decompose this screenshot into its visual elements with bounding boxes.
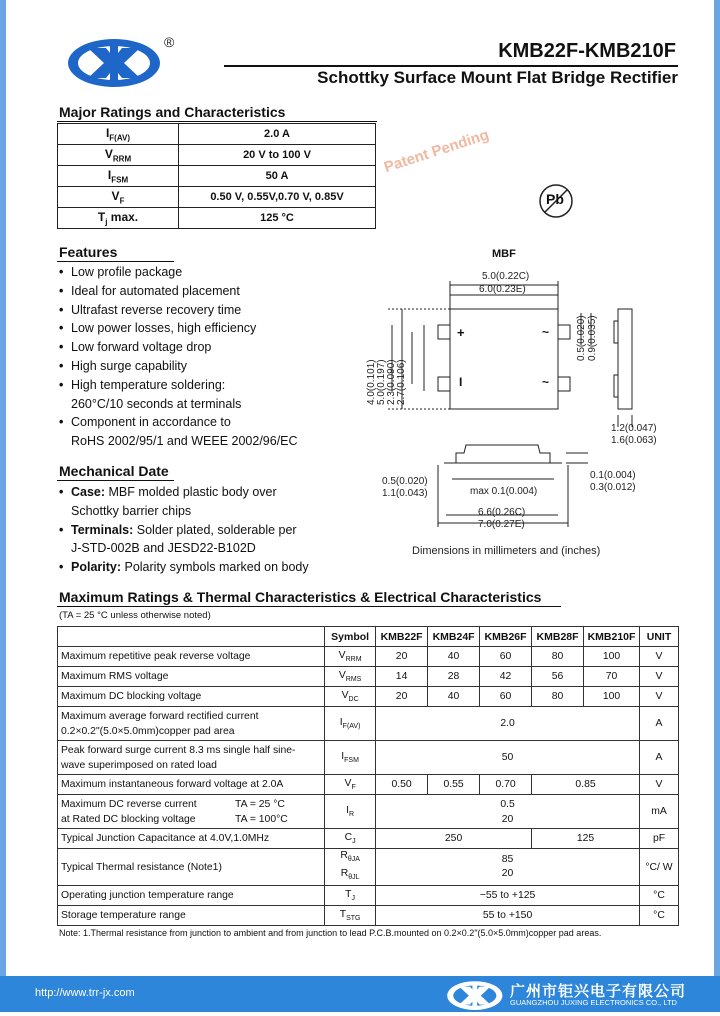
pin-ac-2: ~ <box>542 375 550 389</box>
table-row <box>58 886 679 906</box>
pb-label: Pb <box>546 191 564 207</box>
value-vrrm: 100 <box>584 647 640 667</box>
major-value: 125 °C <box>179 208 376 229</box>
diagram-caption: Dimensions in millimeters and (inches) <box>412 545 601 557</box>
part-number: KMB22F-KMB210F <box>498 40 676 62</box>
value-vrrm: 40 <box>428 647 480 667</box>
value-vrms: 70 <box>584 667 640 687</box>
value-vrrm: 20 <box>376 647 428 667</box>
package-outline-diagram <box>366 265 668 565</box>
mechanical-item: J-STD-002B and JESD22-B102D <box>71 541 256 556</box>
symbol-cell: $V_{RRM}$ <box>325 647 376 667</box>
param-ifav: Maximum average forward rectified current 0.2×0.2"(5.0×5.0mm)copper pad area <box>58 707 325 741</box>
footer-company-cn: 广州市钜兴电子有限公司 <box>510 983 687 1000</box>
value-vf: 0.70 <box>480 775 532 795</box>
header-cell: KMB210F <box>584 627 640 647</box>
param-ifsm: Peak forward surge current 8.3 ms single half sine- wave superimposed on rated load <box>58 741 325 775</box>
ratings-table <box>57 626 679 926</box>
major-value: 50 A <box>179 166 376 187</box>
features-list <box>59 263 298 451</box>
param-vrms: Maximum RMS voltage <box>58 667 325 687</box>
value-rth: 85 20 <box>376 849 640 886</box>
dim-side2: 1.6(0.063) <box>611 435 657 446</box>
table-row <box>58 627 679 647</box>
symbol-cell: $V_{RMS}$ <box>325 667 376 687</box>
feature-item: • High surge capability <box>59 357 298 376</box>
param-ir: Maximum DC reverse current TA = 25 °C at Rated DC blocking voltage TA = 100°C <box>58 795 325 829</box>
company-logo <box>66 36 166 93</box>
footer-logo <box>446 979 506 1016</box>
mechanical-item: • Terminals: Solder plated, solderable per <box>59 521 309 540</box>
unit-vf: V <box>640 775 679 795</box>
major-symbol: $I_{FSM}$ <box>58 166 179 187</box>
major-value: 20 V to 100 V <box>179 145 376 166</box>
table-row <box>58 906 679 926</box>
page-frame-right <box>714 0 720 1012</box>
value-vdc: 60 <box>480 687 532 707</box>
value-cj: 250 <box>376 829 532 849</box>
header-cell: Symbol <box>325 627 376 647</box>
pin-ac-1: ~ <box>542 325 550 339</box>
feature-item: • Component in accordance to <box>59 413 298 432</box>
major-symbol: $T_j$ max. <box>58 208 179 229</box>
symbol-cell: $I_{F(AV)}$ <box>325 707 376 741</box>
dim-left1: 4.0(0.101) <box>366 359 377 405</box>
value-ifav: 2.0 <box>376 707 640 741</box>
value-vrms: 14 <box>376 667 428 687</box>
param-cj: Typical Junction Capacitance at 4.0V,1.0MHz <box>58 829 325 849</box>
major-value: 0.50 V, 0.55V,0.70 V, 0.85V <box>179 187 376 208</box>
param-tj: Operating junction temperature range <box>58 886 325 906</box>
major-row <box>58 145 376 166</box>
unit-tstg: °C <box>640 906 679 926</box>
header-rule <box>224 65 678 67</box>
mechanical-title: Mechanical Date <box>59 463 169 479</box>
unit-vrms: V <box>640 667 679 687</box>
value-ifsm: 50 <box>376 741 640 775</box>
symbol-cell: $V_F$ <box>325 775 376 795</box>
header-cell: KMB24F <box>428 627 480 647</box>
unit-tj: °C <box>640 886 679 906</box>
table-row <box>58 647 679 667</box>
page-frame-left <box>0 0 6 1012</box>
dim-right1: 0.5(0.020) <box>576 315 587 361</box>
major-title-rule <box>57 121 377 122</box>
value-vdc: 100 <box>584 687 640 707</box>
lead-free-icon <box>537 182 575 225</box>
feature-item: • Ultrafast reverse recovery time <box>59 301 298 320</box>
dim-lead1: 0.5(0.020) <box>382 476 428 487</box>
unit-rth: °C/ W <box>640 849 679 886</box>
symbol-cell: $V_{DC}$ <box>325 687 376 707</box>
registered-mark: ® <box>164 34 175 50</box>
dim-top2: 6.0(0.23E) <box>479 284 526 295</box>
dim-bot1: 6.6(0.26C) <box>478 507 526 518</box>
maxratings-rule <box>57 606 561 607</box>
value-vf: 0.85 <box>532 775 640 795</box>
major-ratings-table <box>57 123 376 229</box>
table-row <box>58 775 679 795</box>
maxratings-title: Maximum Ratings & Thermal Characteristics & Electrical Characteristics <box>59 589 542 605</box>
mechanical-item: Schottky barrier chips <box>71 503 192 518</box>
symbol-cell: $C_J$ <box>325 829 376 849</box>
symbol-cell: $T_J$ <box>325 886 376 906</box>
symbol-cell: $I_R$ <box>325 795 376 829</box>
dim-r2: 0.3(0.012) <box>590 482 636 493</box>
patent-watermark: Patent Pending <box>382 126 492 177</box>
feature-item: • Ideal for automated placement <box>59 282 298 301</box>
unit-cj: pF <box>640 829 679 849</box>
major-title: Major Ratings and Characteristics <box>59 104 286 120</box>
header-cell: KMB28F <box>532 627 584 647</box>
header-param <box>58 627 325 647</box>
param-vf: Maximum instantaneous forward voltage at 2.0A <box>58 775 325 795</box>
dim-left4: 2.7(0.106) <box>396 359 407 405</box>
unit-vrrm: V <box>640 647 679 667</box>
dim-top1: 5.0(0.22C) <box>482 271 530 282</box>
value-tstg: 55 to +150 <box>376 906 640 926</box>
features-rule <box>57 261 174 262</box>
value-vrrm: 60 <box>480 647 532 667</box>
pin-plus: + <box>457 325 465 340</box>
mechanical-rule <box>57 480 174 481</box>
dim-bot2: 7.0(0.27E) <box>478 519 525 530</box>
mechanical-item: • Polarity: Polarity symbols marked on body <box>59 558 309 577</box>
value-ir: 0.5 20 <box>376 795 640 829</box>
param-tstg: Storage temperature range <box>58 906 325 926</box>
dim-left3: 2.3(0.090) <box>386 359 397 405</box>
dim-max: max 0.1(0.004) <box>470 486 538 497</box>
subtitle: Schottky Surface Mount Flat Bridge Rectifier <box>317 68 678 87</box>
major-row <box>58 124 376 145</box>
major-symbol: $V_F$ <box>58 187 179 208</box>
symbol-cell: $I_{FSM}$ <box>325 741 376 775</box>
param-vrrm: Maximum repetitive peak reverse voltage <box>58 647 325 667</box>
major-symbol: $I_{F(AV)}$ <box>58 124 179 145</box>
mechanical-item: • Case: MBF molded plastic body over <box>59 483 309 502</box>
dim-side1: 1.2(0.047) <box>611 423 657 434</box>
table-row <box>58 667 679 687</box>
unit-ifsm: A <box>640 741 679 775</box>
major-row <box>58 187 376 208</box>
feature-item: • Low forward voltage drop <box>59 338 298 357</box>
value-vdc: 80 <box>532 687 584 707</box>
feature-item: 260°C/10 seconds at terminals <box>71 396 242 411</box>
value-vf: 0.50 <box>376 775 428 795</box>
table-row <box>58 741 679 775</box>
param-vdc: Maximum DC blocking voltage <box>58 687 325 707</box>
feature-item: • Low profile package <box>59 263 298 282</box>
value-vdc: 40 <box>428 687 480 707</box>
dim-right2: 0.9(0.035) <box>587 315 598 361</box>
unit-vdc: V <box>640 687 679 707</box>
table-row <box>58 687 679 707</box>
mechanical-list <box>59 483 309 577</box>
ta-note: (TA = 25 °C unless otherwise noted) <box>59 610 211 621</box>
value-vdc: 20 <box>376 687 428 707</box>
header-cell: UNIT <box>640 627 679 647</box>
header-cell: KMB26F <box>480 627 532 647</box>
footer-company-en: GUANGZHOU JUXING ELECTRONICS CO., LTD <box>510 998 677 1007</box>
major-row <box>58 166 376 187</box>
dim-lead2: 1.1(0.043) <box>382 488 428 499</box>
features-title: Features <box>59 244 118 260</box>
value-vrms: 56 <box>532 667 584 687</box>
major-row <box>58 208 376 229</box>
symbol-cell: $R_{\theta JA}$ $R_{\theta JL}$ <box>325 849 376 886</box>
dim-left2: 5.0(0.197) <box>376 359 387 405</box>
dim-r1: 0.1(0.004) <box>590 470 636 481</box>
value-vf: 0.55 <box>428 775 480 795</box>
value-vrms: 28 <box>428 667 480 687</box>
feature-item: RoHS 2002/95/1 and WEEE 2002/96/EC <box>71 434 298 449</box>
value-vrrm: 80 <box>532 647 584 667</box>
major-value: 2.0 A <box>179 124 376 145</box>
feature-item: • Low power losses, high efficiency <box>59 319 298 338</box>
unit-ifav: A <box>640 707 679 741</box>
header-cell: KMB22F <box>376 627 428 647</box>
pin-minus: I <box>459 375 463 389</box>
table-row <box>58 795 679 829</box>
table-row <box>58 829 679 849</box>
symbol-cell: $T_{STG}$ <box>325 906 376 926</box>
footer-url[interactable]: http://www.trr-jx.com <box>35 987 135 999</box>
table-row <box>58 849 679 886</box>
unit-ir: mA <box>640 795 679 829</box>
param-rth: Typical Thermal resistance (Note1) <box>58 849 325 886</box>
package-name: MBF <box>492 248 516 260</box>
value-cj: 125 <box>532 829 640 849</box>
value-vrms: 42 <box>480 667 532 687</box>
table-row <box>58 707 679 741</box>
footnote: Note: 1.Thermal resistance from junction to ambient and from junction to lead P.C.B.mounted on 0.2×0.2"(5.0×5.0mm)copper pad areas. <box>59 928 602 938</box>
feature-item: • High temperature soldering: <box>59 376 298 395</box>
major-symbol: $V_{RRM}$ <box>58 145 179 166</box>
value-tj: −55 to +125 <box>376 886 640 906</box>
